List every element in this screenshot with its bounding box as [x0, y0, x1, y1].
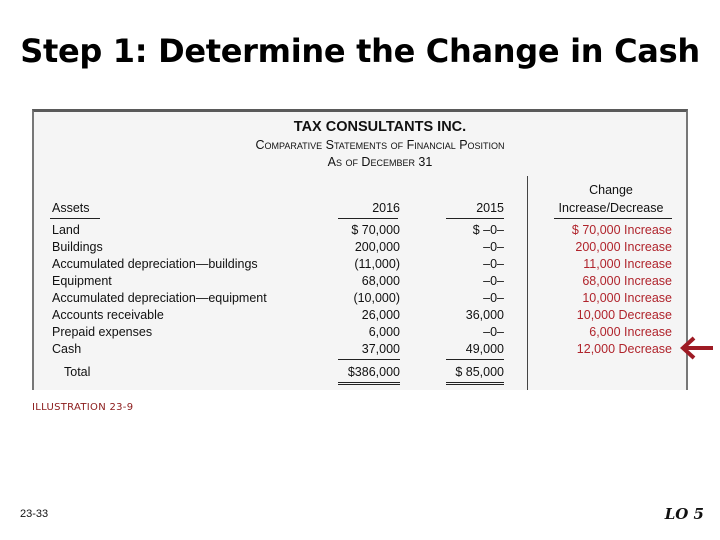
- row-accum-dep-buildings-change: 11,000 Increase: [583, 257, 672, 271]
- row-equipment-label: Equipment: [52, 274, 112, 288]
- slide-title: Step 1: Determine the Change in Cash: [20, 32, 700, 70]
- row-equipment-2016: 68,000: [361, 274, 400, 288]
- column-divider: [527, 176, 528, 390]
- row-accounts-receivable-label: Accounts receivable: [52, 308, 164, 322]
- company-name: TAX CONSULTANTS INC.: [293, 119, 467, 135]
- total-double-line-2016-a: [338, 382, 400, 383]
- row-cash-change: 12,000 Decrease: [576, 342, 672, 356]
- row-land-change: $ 70,000 Increase: [571, 223, 672, 237]
- total-double-line-2016-b: [338, 384, 400, 385]
- assets-underline: [50, 218, 100, 219]
- total-double-line-2015-b: [446, 384, 504, 385]
- subtotal-line-2016: [338, 359, 400, 360]
- learning-objective: LO 5: [664, 505, 704, 523]
- row-cash-2016: 37,000: [361, 342, 400, 356]
- row-prepaid-expenses-label: Prepaid expenses: [52, 325, 153, 339]
- row-prepaid-expenses-2015: –0–: [483, 325, 504, 339]
- statement-date: As of December 31: [327, 155, 433, 169]
- row-accum-dep-equipment-label: Accumulated depreciation—equipment: [52, 291, 267, 305]
- row-accounts-receivable-2016: 26,000: [361, 308, 400, 322]
- col-change-subheader: Increase/Decrease: [558, 201, 664, 215]
- col-2015-underline: [446, 218, 504, 219]
- row-prepaid-expenses-2016: 6,000: [368, 325, 400, 339]
- total-label: Total: [64, 365, 91, 379]
- row-buildings-2015: –0–: [483, 240, 504, 254]
- row-land-2016: $ 70,000: [351, 223, 400, 237]
- row-prepaid-expenses-change: 6,000 Increase: [589, 325, 672, 339]
- illustration-caption: ILLUSTRATION 23-9: [32, 402, 134, 413]
- row-equipment-change: 68,000 Increase: [582, 274, 672, 288]
- total-2016: $386,000: [347, 365, 400, 379]
- col-2016-header: 2016: [372, 201, 400, 215]
- row-buildings-2016: 200,000: [354, 240, 400, 254]
- row-accum-dep-buildings-label: Accumulated depreciation—buildings: [52, 257, 258, 271]
- page-number: 23-33: [20, 508, 49, 520]
- left-arrow-icon: [679, 335, 715, 361]
- col-change-header: Change: [589, 183, 633, 197]
- row-accum-dep-buildings-2016: (11,000): [354, 257, 400, 271]
- total-double-line-2015-a: [446, 382, 504, 383]
- row-accum-dep-equipment-change: 10,000 Increase: [582, 291, 672, 305]
- row-accum-dep-equipment-2015: –0–: [483, 291, 504, 305]
- row-cash-2015: 49,000: [465, 342, 504, 356]
- row-buildings-change: 200,000 Increase: [575, 240, 672, 254]
- row-accum-dep-equipment-2016: (10,000): [353, 291, 400, 305]
- col-2016-underline: [338, 218, 398, 219]
- row-land-label: Land: [52, 223, 80, 237]
- statement-subtitle: Comparative Statements of Financial Position: [255, 138, 505, 152]
- row-buildings-label: Buildings: [52, 240, 103, 254]
- statement-panel: [32, 109, 688, 390]
- total-2015: $ 85,000: [455, 365, 504, 379]
- row-accounts-receivable-change: 10,000 Decrease: [576, 308, 672, 322]
- row-accum-dep-buildings-2015: –0–: [483, 257, 504, 271]
- row-accounts-receivable-2015: 36,000: [465, 308, 504, 322]
- row-equipment-2015: –0–: [483, 274, 504, 288]
- col-assets-header: Assets: [52, 201, 90, 215]
- subtotal-line-2015: [446, 359, 504, 360]
- col-change-underline: [554, 218, 672, 219]
- row-land-2015: $ –0–: [472, 223, 504, 237]
- row-cash-label: Cash: [52, 342, 82, 356]
- col-2015-header: 2015: [476, 201, 504, 215]
